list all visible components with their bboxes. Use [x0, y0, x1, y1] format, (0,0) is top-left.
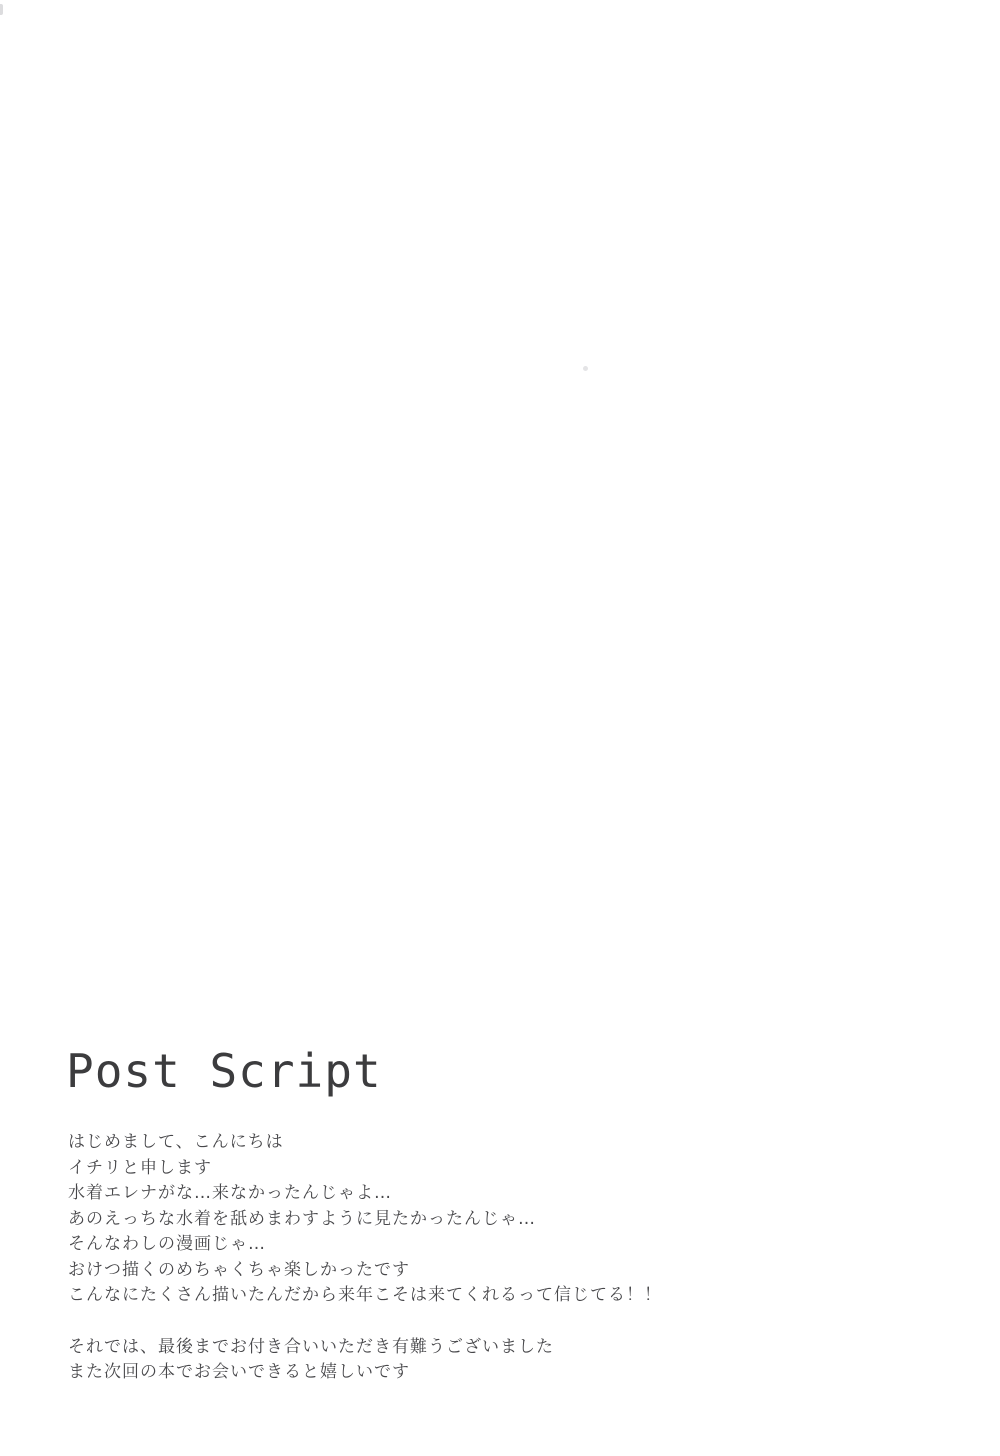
afterword-line: そんなわしの漫画じゃ…: [68, 1234, 266, 1254]
afterword-line: こんなにたくさん描いたんだから来年こそは来てくれるって信じてる！！: [68, 1285, 662, 1305]
afterword-line: イチリと申します: [68, 1157, 212, 1178]
afterword-line: それでは、最後までお付き合いいただき有難うございました: [68, 1336, 554, 1357]
afterword-line: はじめまして、こんにちは: [68, 1132, 284, 1152]
afterword-line: あのえっちな水着を舐めまわすように見たかったんじゃ…: [68, 1208, 536, 1229]
afterword-line: また次回の本でお会いできると嬉しいです: [68, 1362, 410, 1382]
post-script-title: Post Script: [66, 1044, 382, 1098]
afterword-line: 水着エレナがな…来なかったんじゃよ…: [68, 1183, 392, 1203]
scan-speck-artifact: [583, 366, 588, 371]
scan-edge-artifact: [0, 4, 3, 15]
afterword-line: おけつ描くのめちゃくちゃ楽しかったです: [68, 1259, 410, 1280]
afterword-text-block: [68, 1130, 662, 1386]
afterword-paragraph-1: [68, 1130, 662, 1309]
afterword-paragraph-2: [68, 1335, 662, 1386]
